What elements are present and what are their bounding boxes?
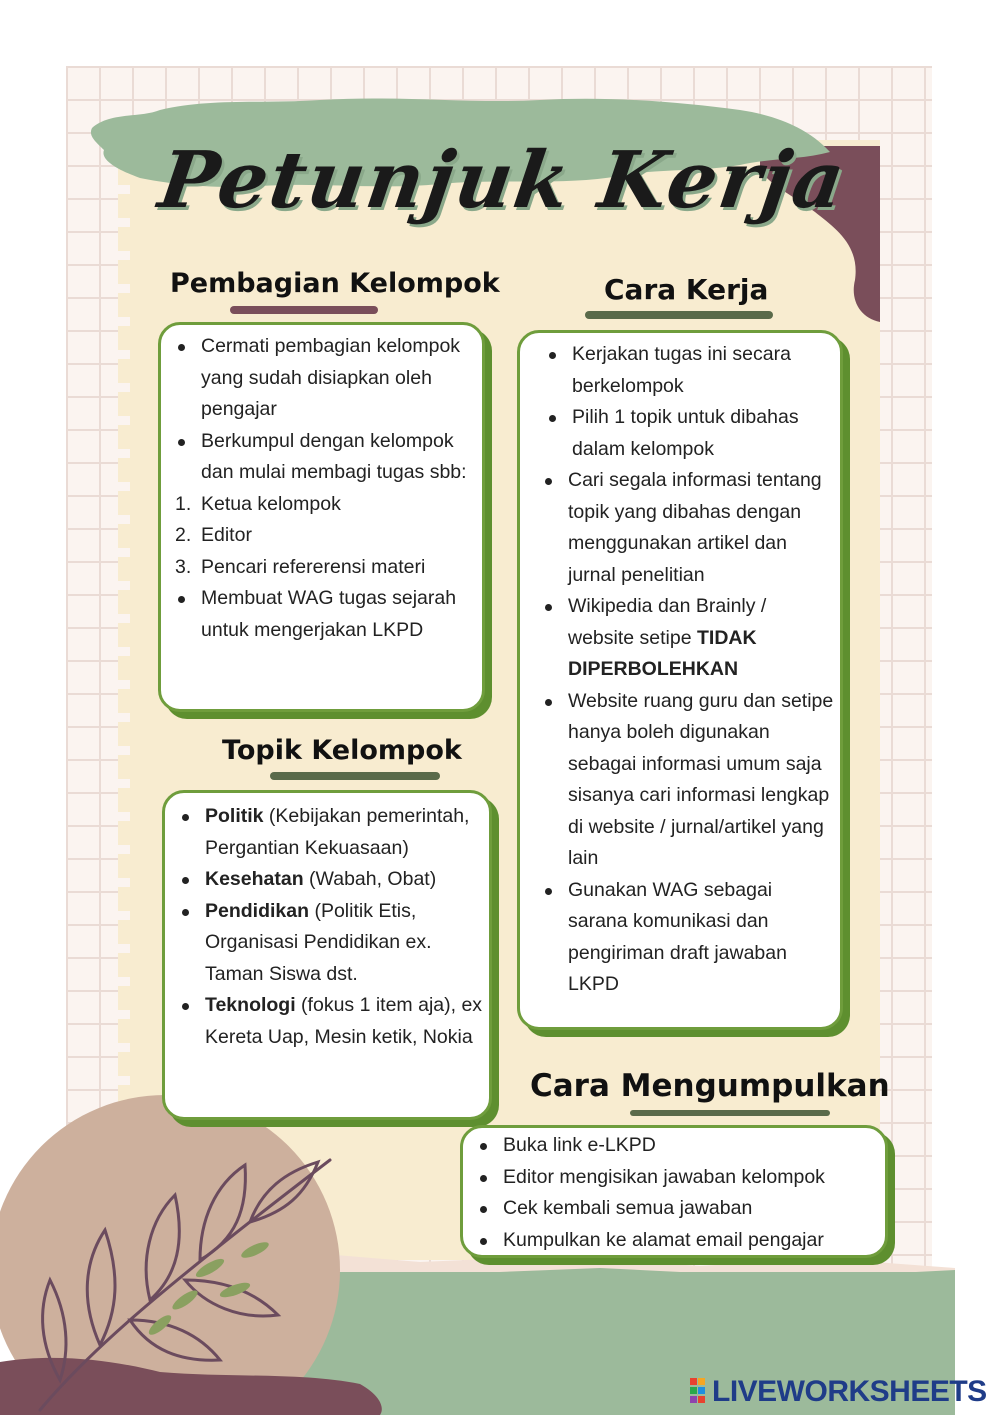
heading-pembagian-kelompok: Pembagian Kelompok xyxy=(170,268,500,299)
list-item-text: Cek kembali semua jawaban xyxy=(503,1197,753,1219)
list-item-text: Cari segala informasi tentang topik yang dibahas dengan menggunakan artikel dan jurnal penelitian xyxy=(568,469,822,586)
bullet-dot xyxy=(545,478,552,485)
list-number: 2. xyxy=(175,524,192,546)
list-item xyxy=(169,801,485,864)
underline-cara-mengumpulkan xyxy=(630,1110,830,1116)
list-item-text: Editor xyxy=(201,524,252,546)
list-item xyxy=(169,864,485,896)
list-item xyxy=(528,339,836,402)
list-item-text: Pilih 1 topik untuk dibahas dalam kelompok xyxy=(572,406,799,460)
bullet-dot xyxy=(178,439,185,446)
list-item-text: Gunakan WAG sebagai sarana komunikasi dan pengiriman draft jawaban LKPD xyxy=(568,878,787,995)
list-item xyxy=(467,1225,881,1257)
topic-name: Politik xyxy=(205,805,264,827)
list-item-text: Pencari refererensi materi xyxy=(201,555,426,578)
bullet-dot xyxy=(178,344,185,351)
list-item xyxy=(528,402,836,465)
topic-name: Kesehatan xyxy=(205,868,304,890)
list-number: 3. xyxy=(175,555,192,578)
box-pembagian-kelompok xyxy=(158,322,485,712)
topic-detail: (Kebijakan pemerintah, Pergantian Kekuasaan) xyxy=(205,805,470,859)
list-item xyxy=(165,583,478,646)
list-item xyxy=(528,591,836,686)
page-title: Petunjuk Kerja xyxy=(153,135,852,226)
bullet-dot xyxy=(549,415,556,422)
bullet-dot xyxy=(182,1003,189,1010)
box-cara-mengumpulkan xyxy=(460,1125,888,1258)
list-item xyxy=(165,552,478,584)
list-item-text: Cermati pembagian kelompok yang sudah disiapkan oleh pengajar xyxy=(201,335,461,420)
bullet-dot xyxy=(182,909,189,916)
watermark-logo-text: LIVEWORKSHEETS xyxy=(712,1375,987,1408)
bullet-dot xyxy=(178,596,185,603)
bullet-dot xyxy=(549,352,556,359)
bullet-dot xyxy=(480,1206,487,1213)
list-item xyxy=(467,1130,881,1162)
underline-topik xyxy=(270,772,440,780)
topic-name: Teknologi xyxy=(205,994,296,1016)
underline-cara-kerja xyxy=(585,311,773,319)
liveworksheets-logo-icon xyxy=(690,1378,706,1404)
bullet-dot xyxy=(545,699,552,706)
pembagian-list xyxy=(165,331,478,646)
heading-topik-kelompok: Topik Kelompok xyxy=(222,735,462,766)
list-item-text: Website ruang guru dan setipe hanya boleh digunakan sebagai informasi umum saja sisanya cari informasi lengkap di website / jurnal/artikel yang lain xyxy=(568,689,834,869)
list-item-text: Editor mengisikan jawaban kelompok xyxy=(503,1165,825,1188)
list-item xyxy=(528,875,836,1001)
bullet-dot xyxy=(480,1238,487,1245)
heading-cara-mengumpulkan: Cara Mengumpulkan xyxy=(530,1068,890,1104)
box-topik-kelompok xyxy=(162,790,492,1120)
underline-pembagian xyxy=(230,306,378,314)
list-item xyxy=(528,465,836,591)
list-item-text: Berkumpul dengan kelompok dan mulai membagi tugas sbb: xyxy=(201,429,467,483)
list-item xyxy=(169,896,485,991)
list-item xyxy=(165,331,478,426)
list-item xyxy=(169,990,485,1053)
topic-detail: (Politik Etis, Organisasi Pendidikan ex. Taman Siswa dst. xyxy=(205,899,432,985)
list-item-text: Kerjakan tugas ini secara berkelompok xyxy=(572,343,791,397)
list-item xyxy=(467,1162,881,1194)
bullet-dot xyxy=(182,877,189,884)
emphasis-text: TIDAK DIPERBOLEHKAN xyxy=(568,626,757,680)
list-item xyxy=(165,520,478,552)
bullet-dot xyxy=(545,888,552,895)
topik-list xyxy=(169,801,485,1053)
list-item-text: Kumpulkan ke alamat email pengajar xyxy=(503,1228,824,1251)
list-item xyxy=(528,686,836,875)
list-item xyxy=(467,1193,881,1225)
bullet-dot xyxy=(480,1143,487,1150)
list-number: 1. xyxy=(175,492,192,515)
bullet-dot xyxy=(480,1175,487,1182)
bullet-dot xyxy=(545,604,552,611)
list-item-text: Buka link e-LKPD xyxy=(503,1134,656,1156)
topic-detail: (Wabah, Obat) xyxy=(303,868,437,890)
cara-mengumpulkan-list xyxy=(467,1130,881,1256)
bullet-dot xyxy=(182,814,189,821)
list-item-text: Membuat WAG tugas sejarah untuk mengerjakan LKPD xyxy=(201,587,457,641)
heading-cara-kerja: Cara Kerja xyxy=(604,273,769,306)
list-item xyxy=(165,426,478,489)
topic-name: Pendidikan xyxy=(205,899,310,922)
box-cara-kerja xyxy=(517,330,843,1030)
topic-detail: (fokus 1 item aja), ex Kereta Uap, Mesin ketik, Nokia xyxy=(205,994,483,1048)
list-item-text: Ketua kelompok xyxy=(201,492,341,515)
list-item-text: Wikipedia dan Brainly / website setipe xyxy=(568,595,767,649)
cara-kerja-list xyxy=(528,339,836,1001)
list-item xyxy=(165,489,478,521)
